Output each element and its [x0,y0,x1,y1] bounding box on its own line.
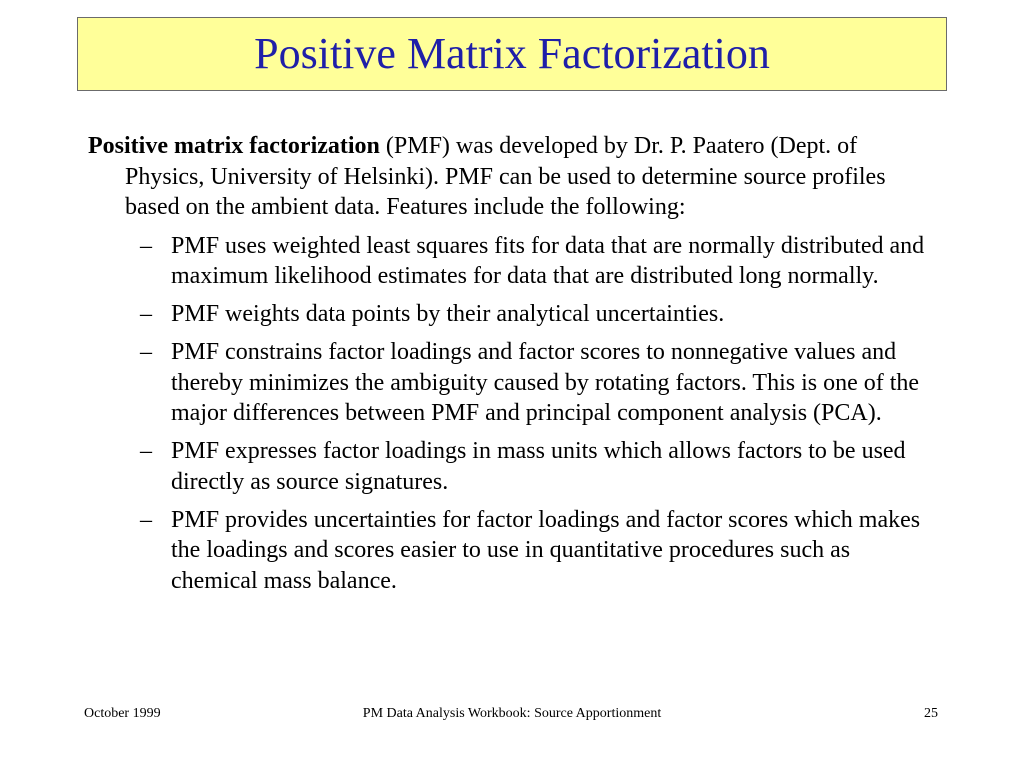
list-item [88,436,938,497]
intro-text: (PMF) was developed by Dr. P. Paatero (Dept. of Physics, University of Helsinki). PMF can be used to determine source profiles based on the ambient data. Features include the following: [125,133,886,220]
slide-body [88,131,938,604]
feature-list [88,231,938,597]
list-item [88,505,938,597]
footer-title: PM Data Analysis Workbook: Source Apportionment [362,706,662,721]
list-item-text: PMF uses weighted least squares fits for data that are normally distributed and maximum likelihood estimates for data that are distributed long normally. [171,232,925,289]
dash-bullet: – [140,506,152,533]
dash-bullet: – [140,301,152,327]
list-item-text: PMF provides uncertainties for factor loadings and factor scores which makes the loadings and scores easier to use in quantitative procedures such as chemical mass balance. [171,506,921,594]
list-item-text: PMF expresses factor loadings in mass units which allows factors to be used directly as source signatures. [171,438,906,495]
list-item [88,337,938,429]
slide-title: Positive Matrix Factorization [254,29,770,78]
slide-title-box [77,17,947,91]
intro-paragraph [88,131,938,223]
list-item [88,231,938,292]
intro-bold-term: Positive matrix factorization [88,133,380,159]
list-item-text: PMF constrains factor loadings and factor scores to nonnegative values and thereby minimizes the ambiguity caused by rotating factors. This is one of the major differences between PMF and principal component analysis (PCA). [171,339,920,426]
dash-bullet: – [140,339,152,365]
footer-date: October 1999 [84,706,161,721]
dash-bullet: – [140,232,152,259]
list-item-text: PMF weights data points by their analytical uncertainties. [171,301,725,327]
page-number: 25 [924,706,938,721]
dash-bullet: – [140,438,152,464]
list-item [88,299,938,330]
